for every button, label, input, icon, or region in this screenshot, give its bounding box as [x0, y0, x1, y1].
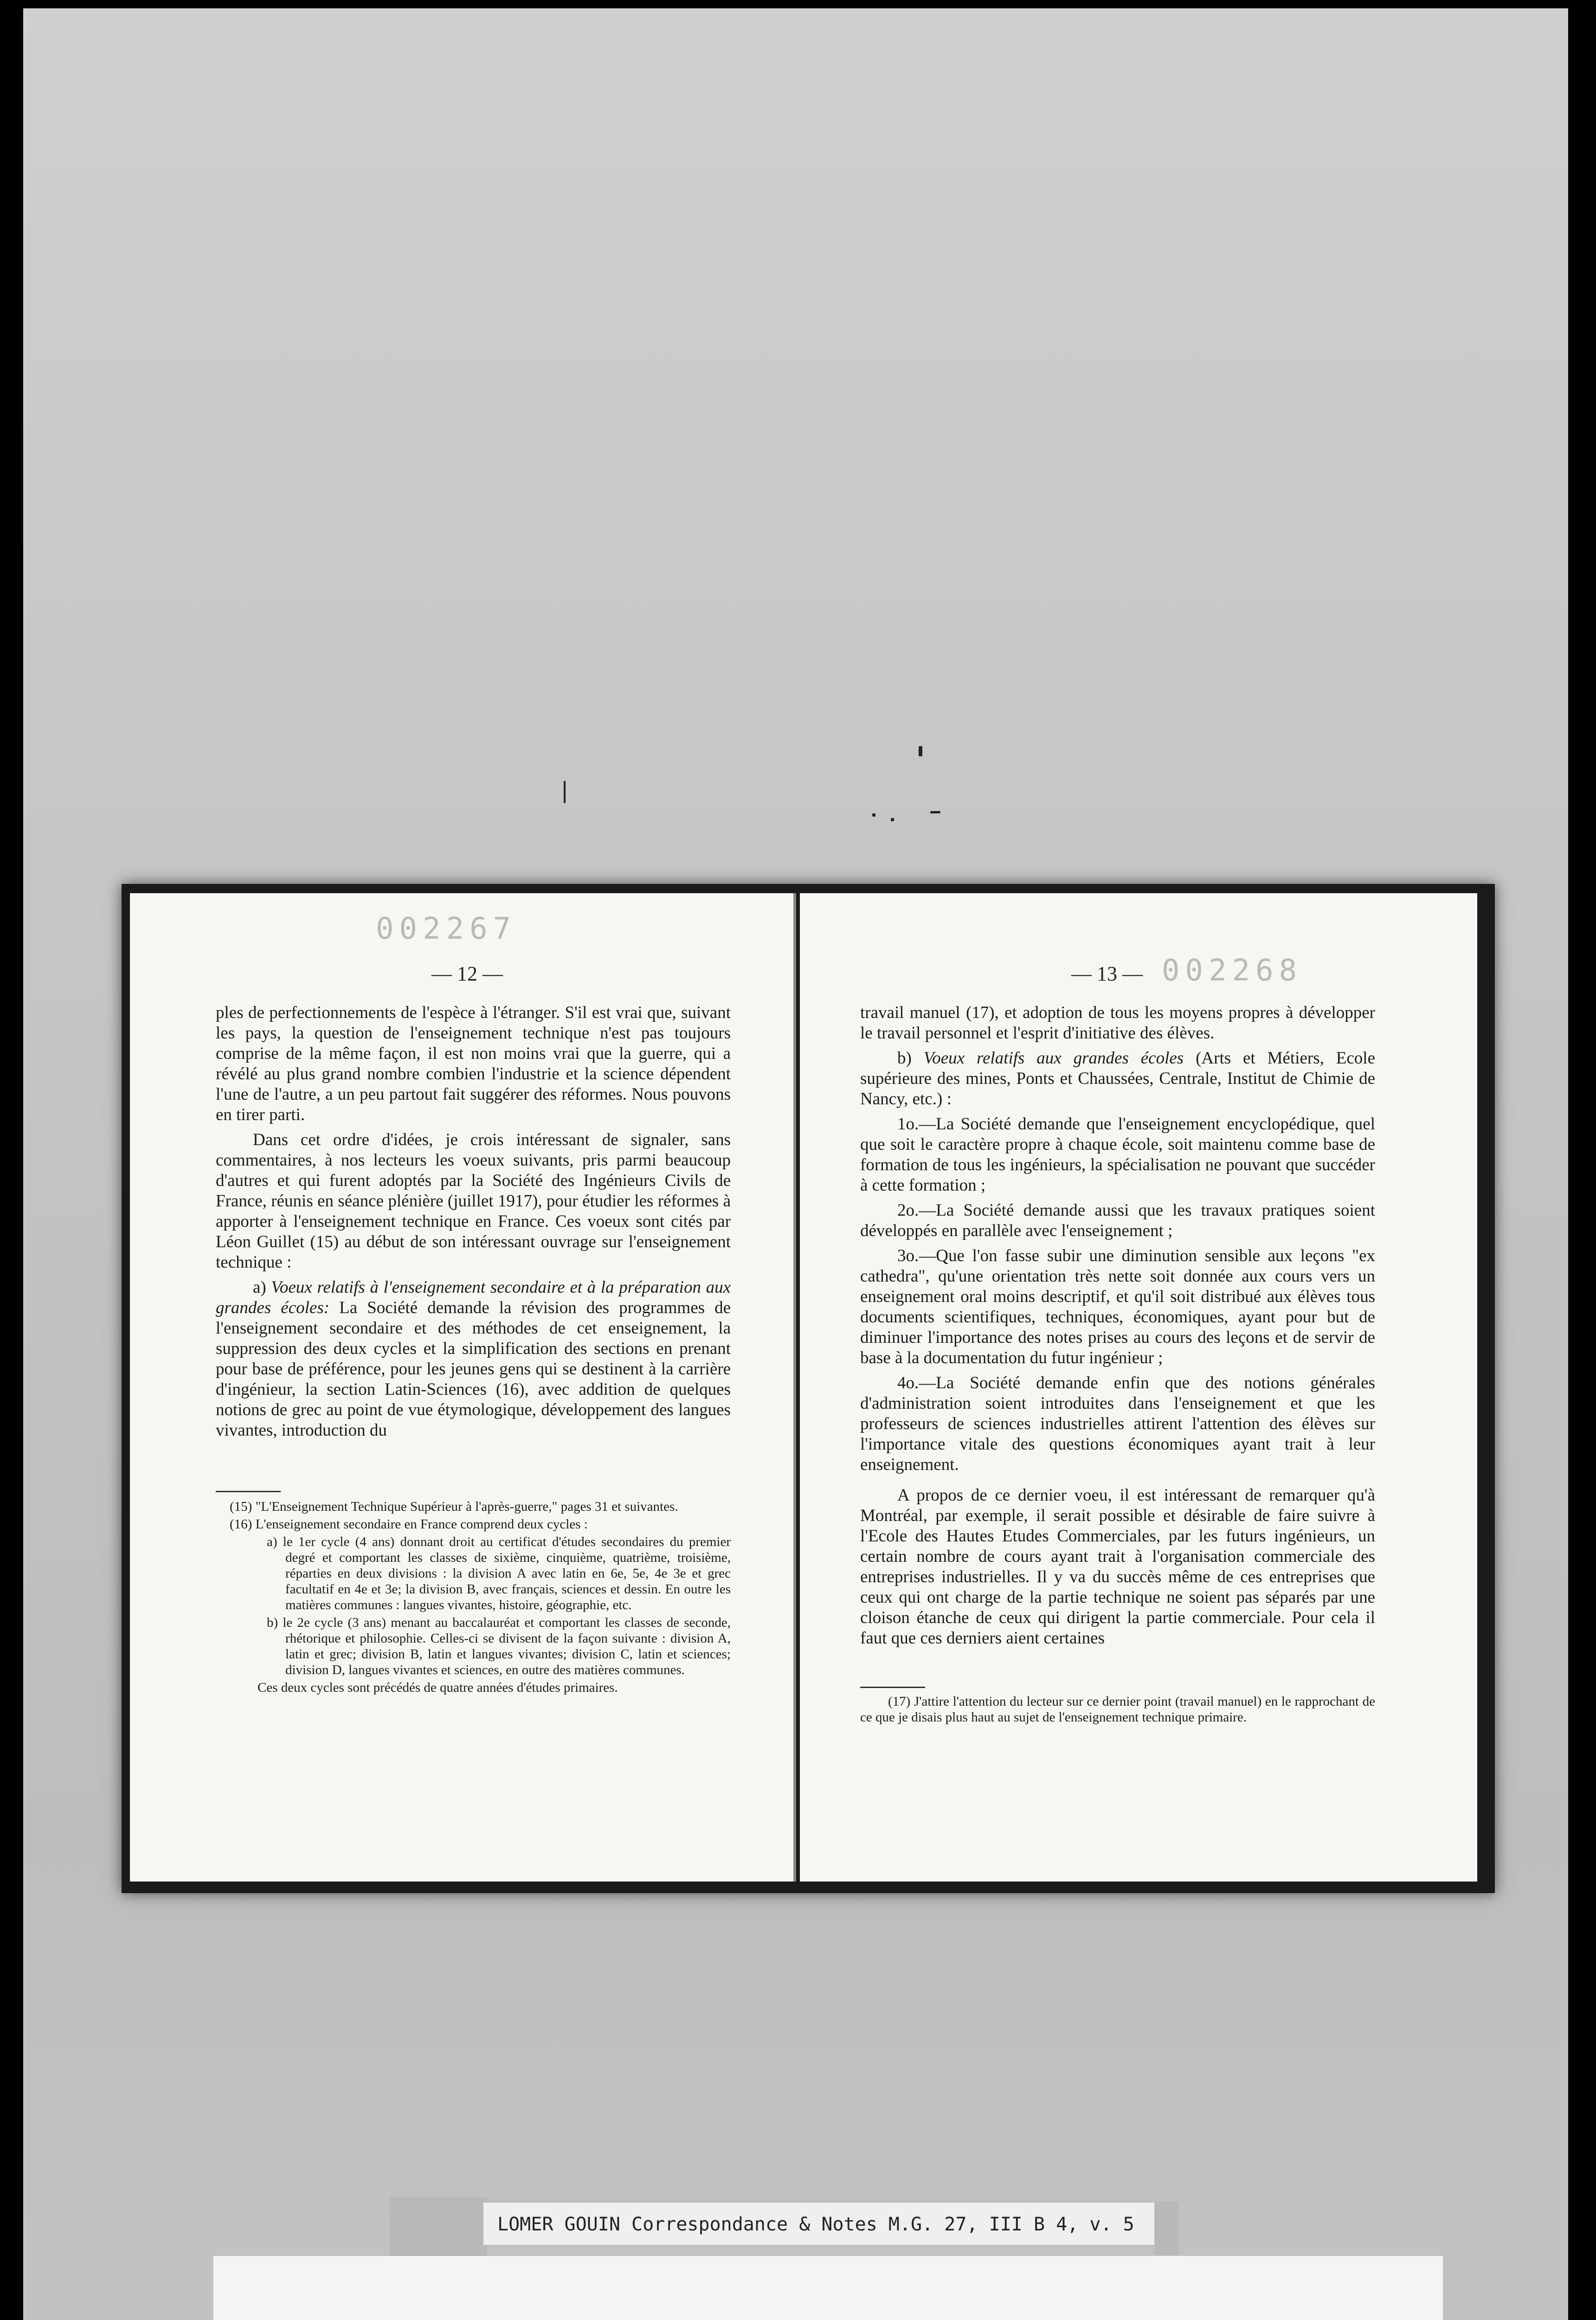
tape-strip [390, 2197, 487, 2264]
footnote-rule [216, 1491, 281, 1492]
paragraph-a [216, 1277, 731, 1441]
left-page [130, 893, 796, 1882]
footnotes [216, 1499, 731, 1697]
page-serial-number: 002268 [1162, 954, 1303, 988]
footnote-16-tail: Ces deux cycles sont précédés de quatre années d'études primaires. [257, 1680, 618, 1695]
item-letter: b) [897, 1049, 912, 1068]
dust-mark [891, 818, 894, 821]
footnote-16a: a) le 1er cycle (4 ans) donnant droit au certificat d'études secondaires du premier degré et comportant les classes de sixième, cinquième, quatrième, troisième, réparties en deux divisions : la division A avec latin en 6e, 5e, 4e 3e et grec facultatif en 4e et 3e; la division B, avec français, sciences et dessin. En outre les matières communes : langues vivantes, histoire, géographie, etc. [267, 1534, 731, 1612]
page-number: — 13 — [1071, 962, 1143, 985]
footnotes [860, 1694, 1375, 1727]
paragraph-text: (Arts et Métiers, Ecole supérieure des mines, Ponts et Chaussées, Centrale, Institut de Chimie de Nancy, etc.) : [860, 1049, 1375, 1108]
footnote-rule [860, 1687, 925, 1688]
paragraph-b [860, 1048, 1375, 1109]
paragraph: A propos de ce dernier voeu, il est intéressant de remarquer qu'à Montréal, par exemple, il serait possible et désirable de faire suivre à l'Ecole des Hautes Etudes Commerciales, par les futurs ingénieurs, un certain nombre de cours ayant trait à l'organisation commerciale des entreprises industrielles. Il y va du succès même de ces entreprises que ceux qui ont charge de la partie technique ne soient pas séparés par une cloison étanche de ceux qui dirigent la partie commerciale. Pour cela il faut que ces derniers aient certaines [860, 1486, 1375, 1648]
list-item: 2o.—La Société demande aussi que les travaux pratiques soient développés en parallèle avec l'enseignement ; [860, 1201, 1375, 1240]
footnote-16: (16) L'enseignement secondaire en France comprend deux cycles : [230, 1517, 588, 1532]
page-number: — 12 — [431, 962, 503, 985]
paragraph: Dans cet ordre d'idées, je crois intéressant de signaler, sans commentaires, à nos lecteurs les voeux suivants, pris parmi beaucoup d'autres et qui furent adoptés par la Société des Ingénieurs Civils de France, réunis en séance plénière (juillet 1917), pour étudier les réformes à apporter à l'enseignement technique en France. Ces voeux sont cités par Léon Guillet (15) au début de son intéressant ouvrage sur l'enseignement technique : [216, 1130, 731, 1272]
dust-mark [930, 811, 940, 813]
open-booklet [122, 884, 1495, 1893]
paragraph: travail manuel (17), et adoption de tous les moyens propres à développer le travail personnel et l'esprit d'initiative des élèves. [860, 1003, 1375, 1043]
dust-mark [564, 781, 566, 803]
list-item: 4o.—La Société demande enfin que des notions générales d'administration soient introduites dans l'enseignement et que les professeurs de sciences industrielles attirent l'attention des élèves sur l'importance vitale des questions économiques ayant trait à leur enseignement. [860, 1373, 1375, 1474]
archives-stamp [213, 2256, 1443, 2320]
italic-heading: Voeux relatifs aux grandes écoles [923, 1049, 1184, 1068]
item-letter: a) [253, 1278, 266, 1297]
body-text [216, 1003, 731, 1445]
list-item: 1o.—La Société demande que l'enseignement encyclopédique, quel que soit le caractère propre à chaque école, soit maintenu comme base de formation de tous les ingénieurs, la spécialisation ne pouvant que succéder à cette formation ; [860, 1115, 1375, 1195]
page-serial-number: 002267 [376, 912, 517, 946]
tape-strip [1155, 2202, 1178, 2255]
paragraph: ples de perfectionnements de l'espèce à l'étranger. S'il est vrai que, suivant les pays, la question de l'enseignement technique n'est pas toujours comprise de la même façon, il est non moins vrai que la guerre, qui a révélé au plus grand nombre combien l'industrie et la science dépendent l'une de l'autre, a un peu partout fait suggérer des réformes. Nous pouvons en tirer parti. [216, 1003, 731, 1124]
archive-reference-tag: LOMER GOUIN Correspondance & Notes M.G. 27, III B 4, v. 5 [483, 2202, 1155, 2246]
dust-mark [919, 746, 922, 756]
body-text [860, 1003, 1375, 1653]
dust-mark [872, 813, 875, 817]
italic-heading: Voeux relatifs à l'enseignement secondaire et à la préparation aux grandes écoles: [216, 1278, 731, 1317]
footnote-15: (15) "L'Enseignement Technique Supérieur à l'après-guerre," pages 31 et suivantes. [230, 1499, 678, 1514]
paragraph-text: La Société demande la révision des programmes de l'enseignement secondaire et des méthodes de cet enseignement, la suppression des deux cycles et la simplification des sections en prenant pour base de préférence, pour les jeunes gens qui se destinent à la carrière d'ingénieur, la section Latin-Sciences (16), avec addition de quelques notions de grec au point de vue étymologique, développement des langues vivantes, introduction du [216, 1298, 731, 1440]
list-item: 3o.—Que l'on fasse subir une diminution sensible aux leçons "ex cathedra", qu'une orientation très nette soit donnée aux cours vers un enseignement oral moins descriptif, et qu'il soit distribué aux élèves tous documents scientifiques, techniques, économiques, ayant pour but de diminuer l'importance des notes prises au cours des leçons et de servir de base à la documentation du futur ingénieur ; [860, 1246, 1375, 1367]
footnote-17: (17) J'attire l'attention du lecteur sur ce dernier point (travail manuel) en le rapprochant de ce que je disais plus haut au sujet de l'enseignement technique primaire. [860, 1694, 1375, 1725]
right-page [800, 893, 1477, 1882]
footnote-16b: b) le 2e cycle (3 ans) menant au baccalauréat et comportant les classes de seconde, rhétorique et philosophie. Celles-ci se divisent de la façon suivante : division A, latin et grec; division B, latin et langues vivantes; division C, latin et sciences; division D, langues vivantes et sciences, en outre des matières communes. [267, 1615, 731, 1677]
